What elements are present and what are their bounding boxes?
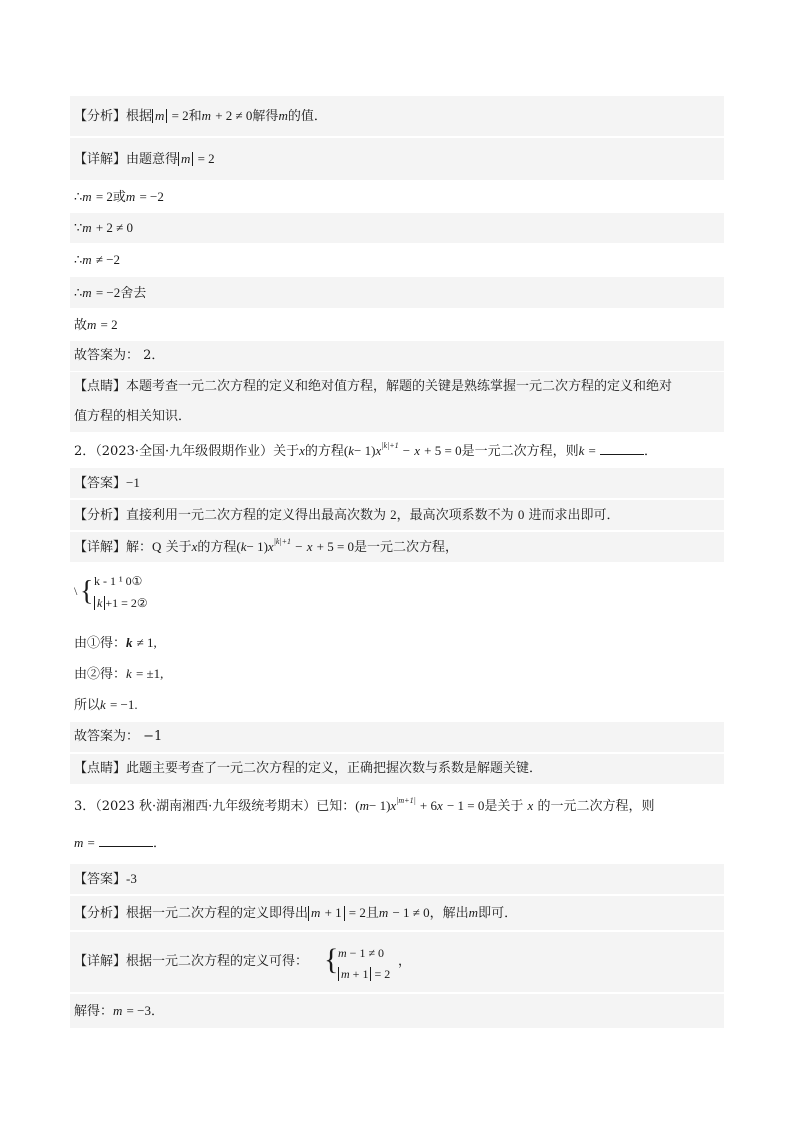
analysis-label: 【分析】 — [74, 109, 127, 124]
q1-step-3: ∴m ≠ −2 — [74, 252, 121, 268]
system-row-2: m + 1 = 2 — [338, 965, 390, 983]
system-row-2: k +1 = 2② — [94, 594, 148, 612]
left-brace: { — [80, 576, 94, 607]
q3-stem-line-2: m = ． — [74, 835, 167, 851]
system-row-1: m − 1 ≠ 0 — [338, 946, 385, 960]
detail-label: 【详解】 — [74, 954, 127, 969]
abs-m: m — [152, 109, 167, 123]
q1-step-5: 故m = 2 — [74, 317, 118, 333]
detail-label: 【详解】 — [74, 152, 127, 167]
q2-so: 所以k = −1. — [74, 697, 138, 713]
answer-blank — [600, 442, 644, 455]
q2-comment: 【点睛】此题主要考查了一元二次方程的定义，正确把握次数与系数是解题关键． — [70, 754, 724, 784]
analysis-label: 【分析】 — [74, 906, 127, 921]
q1-analysis-line: 【分析】根据 m = 2和m + 2 ≠ 0解得m的值． — [70, 96, 724, 136]
q2-system — [70, 566, 724, 624]
q1-step-1: ∴m = 2或m = −2 — [74, 189, 164, 205]
q3-analysis: 【分析】根据一元二次方程的定义即得出 m + 1 = 2且m − 1 ≠ 0，解出m即可． — [70, 896, 724, 930]
q1-step-4: ∴m = −2舍去 — [70, 277, 724, 308]
q1-comment: 【点睛】本题考查一元二次方程的定义和绝对值方程，解题的关键是熟练掌握一元二次方程的定义和绝对 值方程的相关知识． — [70, 372, 724, 432]
answer-blank — [99, 834, 153, 847]
q3-solve: 解得：m = −3． — [70, 994, 724, 1028]
q1-step-2: ∵m + 2 ≠ 0 — [70, 213, 724, 243]
q1-answer-line: 故答案为： 2． — [70, 341, 724, 371]
q2-by-1: 由①得：k ≠ 1, — [74, 635, 157, 651]
q2-detail: 【详解】解：Q 关于x的方程$(k- 1)x^{|k|+1} - x + 5 = 0$是一元二次方程， — [70, 532, 724, 562]
q2-stem: 2．（2023·全国·九年级假期作业）关于x的方程$(k- 1)x^{|k|+1} - x + 5 = 0$是一元二次方程，则k = ． — [74, 441, 658, 459]
comment-label: 【点睛】 — [74, 761, 127, 776]
analysis-label: 【分析】 — [74, 508, 127, 523]
comment-label: 【点睛】 — [74, 379, 127, 394]
left-brace: { — [324, 943, 339, 976]
detail-label: 【详解】 — [74, 540, 127, 555]
q2-by-2: 由②得：k = ±1, — [74, 666, 164, 682]
q3-stem: 3．（2023 秋·湖南湘西·九年级统考期末）已知：$(m- 1)x^{|m+1|} + 6x - 1 = 0$是关于 x 的一元二次方程，则 — [74, 796, 655, 814]
answer-label: 【答案】 — [74, 872, 127, 887]
q2-analysis: 【分析】直接利用一元二次方程的定义得出最高次数为 2，最高次项系数不为 0 进而求出即可． — [70, 500, 724, 530]
q2-answer: 【答案】−1 — [70, 468, 724, 498]
answer-label: 【答案】 — [74, 476, 127, 491]
q3-detail: 【详解】根据一元二次方程的定义可得： { m − 1 ≠ 0 m + 1 = 2 ， — [70, 932, 724, 992]
backslash-glyph: \ — [74, 584, 78, 598]
system-row-1: k - 1 ¹ 0① — [94, 574, 143, 588]
q3-answer: 【答案】-3 — [70, 864, 724, 894]
q2-answer-line: 故答案为： −1 — [70, 722, 724, 752]
q1-detail-line: 【详解】由题意得 m = 2 — [70, 138, 724, 180]
